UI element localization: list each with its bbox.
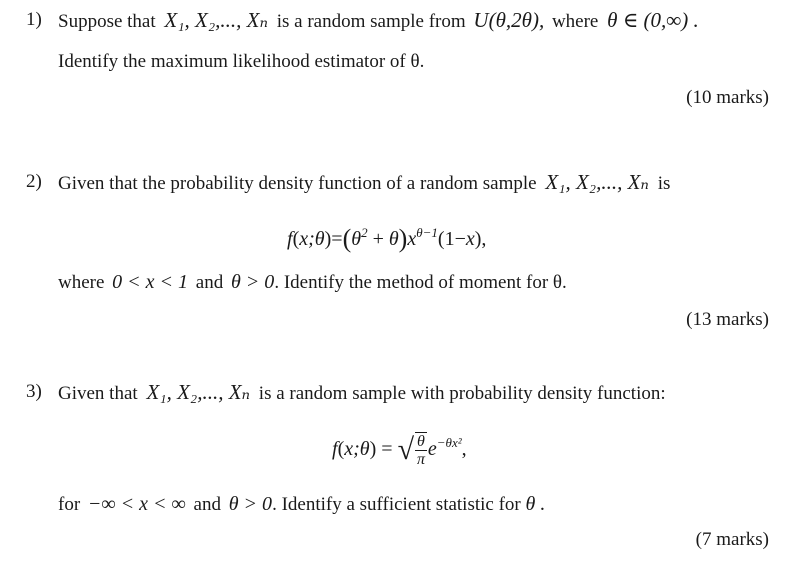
q2-condition-theta: θ > 0 (230, 271, 275, 293)
q3-equation (332, 430, 467, 468)
q3-text-pre: for (58, 494, 81, 515)
q3-text-and: and (193, 494, 221, 515)
q2-text-pre: where (58, 272, 105, 293)
q1-distribution: U(θ,2θ), (473, 8, 545, 32)
q3-number: 3) (26, 381, 42, 402)
q3-equation-render: f(x;θ) = √ $\frac{\theta}{\pi}$ $e^{-\theta x^2}$, (332, 433, 467, 469)
q1-parameter-space: θ ∈ (0,∞) . (607, 8, 699, 32)
q2-text-post: . Identify the method of moment for θ. (274, 272, 567, 293)
q2-equation-render: $f(x;\theta)=(\theta^2 + \theta)x^{\theta-1}(1-x)$, (287, 224, 487, 253)
q3-condition-x: −∞ < x < ∞ (87, 493, 186, 515)
q1-line2: Identify the maximum likelihood estimator of θ. (58, 51, 425, 72)
q1-text-mid: is a random sample from (276, 11, 466, 32)
q2-condition-x: 0 < x < 1 (112, 271, 189, 293)
q3-text-end: θ . (525, 493, 546, 515)
q2-text-end: is (657, 173, 671, 194)
q1-line1 (58, 8, 699, 34)
q1-number: 1) (26, 9, 42, 30)
q3-text-pre: Given that (58, 383, 138, 404)
q2-equation (287, 220, 486, 252)
q1-text-where: where (551, 11, 599, 32)
q3-line1 (58, 380, 666, 406)
q3-line3 (58, 492, 545, 517)
q2-line3 (58, 270, 567, 295)
q1-marks: (10 marks) (686, 87, 769, 108)
q3-sample-sequence: X₁, X₂,..., Xₙ (146, 380, 251, 404)
q2-marks: (13 marks) (686, 309, 769, 330)
q2-number: 2) (26, 171, 42, 192)
q1-text-pre: Suppose that (58, 11, 156, 32)
q2-text-and: and (195, 272, 224, 293)
q1-sample-sequence: X₁, X₂,..., Xₙ (164, 8, 268, 32)
q2-text: Given that the probability density function of a random sample (58, 173, 537, 194)
q2-sample-sequence: X₁, X₂,..., Xₙ (545, 170, 649, 194)
q3-text-post2: . Identify a sufficient statistic for (272, 494, 521, 515)
q3-marks: (7 marks) (695, 529, 769, 550)
q2-line1 (58, 170, 670, 196)
q3-text-post: is a random sample with probability density function: (258, 383, 666, 404)
q3-condition-theta: θ > 0 (228, 493, 273, 515)
